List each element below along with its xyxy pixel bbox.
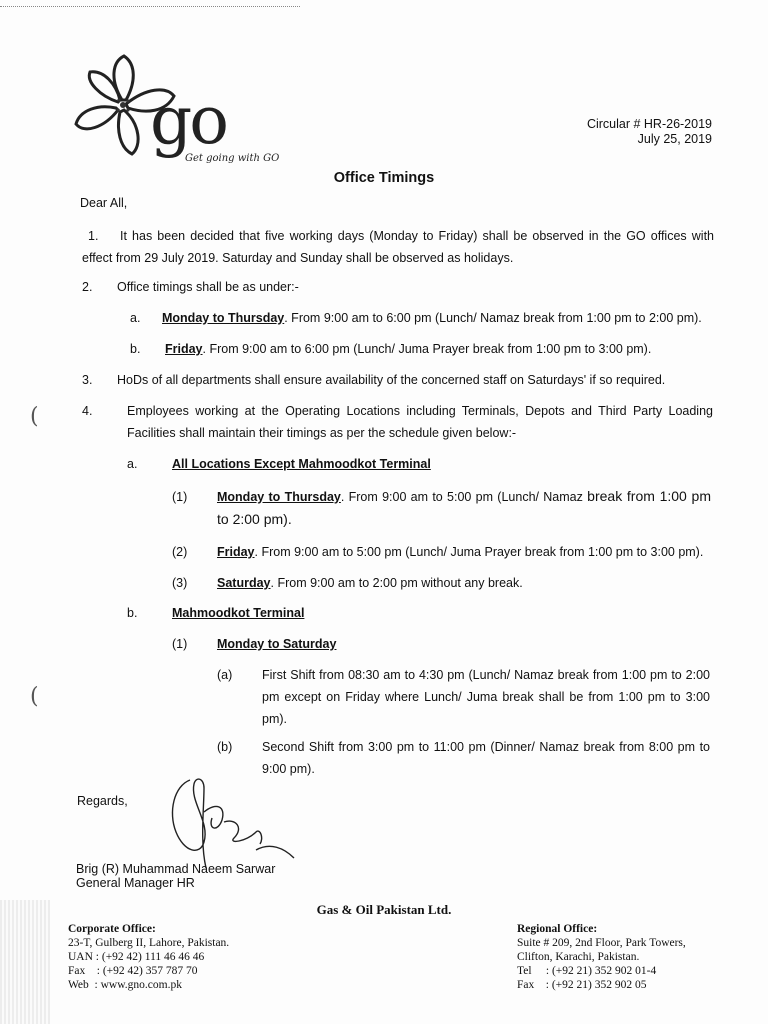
item-4a-heading: All Locations Except Mahmoodkot Terminal xyxy=(172,457,431,471)
salutation: Dear All, xyxy=(80,196,128,210)
circular-number: Circular # HR-26-2019 xyxy=(586,117,712,131)
punch-hole-mark: ( xyxy=(30,684,39,709)
corporate-office-block xyxy=(68,922,229,992)
corporate-fax: Fax : (+92 42) 357 787 70 xyxy=(68,965,198,977)
circular-date: July 25, 2019 xyxy=(637,132,712,146)
item-2-text: Office timings shall be as under:- xyxy=(117,280,299,294)
item-3-text: HoDs of all departments shall ensure availability of the concerned staff on Saturdays' if so required. xyxy=(117,373,666,387)
day-label: Monday to Thursday xyxy=(217,490,341,504)
document-title: Office Timings xyxy=(333,170,435,186)
corporate-heading: Corporate Office: xyxy=(68,923,156,935)
corporate-web: Web : www.gno.com.pk xyxy=(68,979,182,991)
item-4a3-text: Saturday. From 9:00 am to 2:00 pm without any break. xyxy=(217,576,523,590)
day-label: Friday xyxy=(165,342,203,356)
day-label: Friday xyxy=(217,545,255,559)
item-4b-heading: Mahmoodkot Terminal xyxy=(172,606,305,620)
logo-wordmark: go xyxy=(150,82,226,159)
day-label: Monday to Thursday xyxy=(162,311,285,325)
subitem-number: a. xyxy=(127,457,138,471)
subitem-number: (1) xyxy=(172,490,188,504)
item-4-text: Employees working at the Operating Locations including Terminals, Depots and Third Party Loading Facilities shall maintain their timings as per the schedule given below:- xyxy=(127,404,713,440)
item-4a1-text: Monday to Thursday. From 9:00 am to 5:00 pm (Lunch/ Namaz break from 1:00 pm to 2:00 pm). xyxy=(217,488,711,527)
subitem-number: (b) xyxy=(217,740,233,754)
regional-heading: Regional Office: xyxy=(517,923,598,935)
item-4a2-text: Friday. From 9:00 am to 5:00 pm (Lunch/ Juma Prayer break from 1:00 pm to 3:00 pm). xyxy=(217,545,704,559)
item-number: 4. xyxy=(82,404,93,418)
logo-tagline: Get going with GO xyxy=(185,153,280,164)
scan-edge-noise xyxy=(0,900,50,1024)
item-4b1b-text: Second Shift from 3:00 pm to 11:00 pm (Dinner/ Namaz break from 8:00 pm to 9:00 pm). xyxy=(262,740,710,776)
corporate-uan: UAN : (+92 42) 111 46 46 46 xyxy=(68,951,205,963)
subitem-number: (2) xyxy=(172,545,188,559)
item-2b-text: Friday. From 9:00 am to 6:00 pm (Lunch/ Juma Prayer break from 1:00 pm to 3:00 pm). xyxy=(165,342,652,356)
scan-artifact xyxy=(0,6,300,9)
subitem-number: (a) xyxy=(217,668,233,682)
punch-hole-mark: ( xyxy=(30,404,39,429)
subitem-number: b. xyxy=(127,606,138,620)
item-1-text: It has been decided that five working days (Monday to Friday) shall be observed in the GO offices with effect from 29 July 2019. Saturday and Sunday shall be observed as holidays. xyxy=(82,229,714,265)
item-2a-text: Monday to Thursday. From 9:00 am to 6:00 pm (Lunch/ Namaz break from 1:00 pm to 2:00 pm). xyxy=(162,311,702,325)
signatory-title: General Manager HR xyxy=(76,876,195,890)
regional-fax: Fax : (+92 21) 352 902 05 xyxy=(517,979,647,991)
item-4b1-heading: Monday to Saturday xyxy=(217,637,337,651)
item-number: 3. xyxy=(82,373,93,387)
item-4b1a-text: First Shift from 08:30 am to 4:30 pm (Lunch/ Namaz break from 1:00 pm to 2:00 pm except on Friday where Lunch/ Juma break shall be from 1:00 pm to 3:00 pm). xyxy=(262,668,710,726)
regional-address-line2: Clifton, Karachi, Pakistan. xyxy=(517,951,640,963)
company-name: Gas & Oil Pakistan Ltd. xyxy=(316,902,452,917)
item-number: 2. xyxy=(82,280,93,294)
day-label: Saturday xyxy=(217,576,271,590)
regional-address-line1: Suite # 209, 2nd Floor, Park Towers, xyxy=(517,937,686,949)
regional-office-block xyxy=(517,922,686,992)
item-number: 1. xyxy=(88,229,99,243)
subitem-number: a. xyxy=(130,311,141,325)
closing: Regards, xyxy=(77,794,128,808)
signatory-name: Brig (R) Muhammad Naeem Sarwar xyxy=(76,862,276,876)
corporate-address: 23-T, Gulberg II, Lahore, Pakistan. xyxy=(68,937,230,949)
subitem-number: b. xyxy=(130,342,141,356)
subitem-number: (3) xyxy=(172,576,188,590)
subitem-number: (1) xyxy=(172,637,188,651)
regional-tel: Tel : (+92 21) 352 902 01-4 xyxy=(517,965,657,977)
